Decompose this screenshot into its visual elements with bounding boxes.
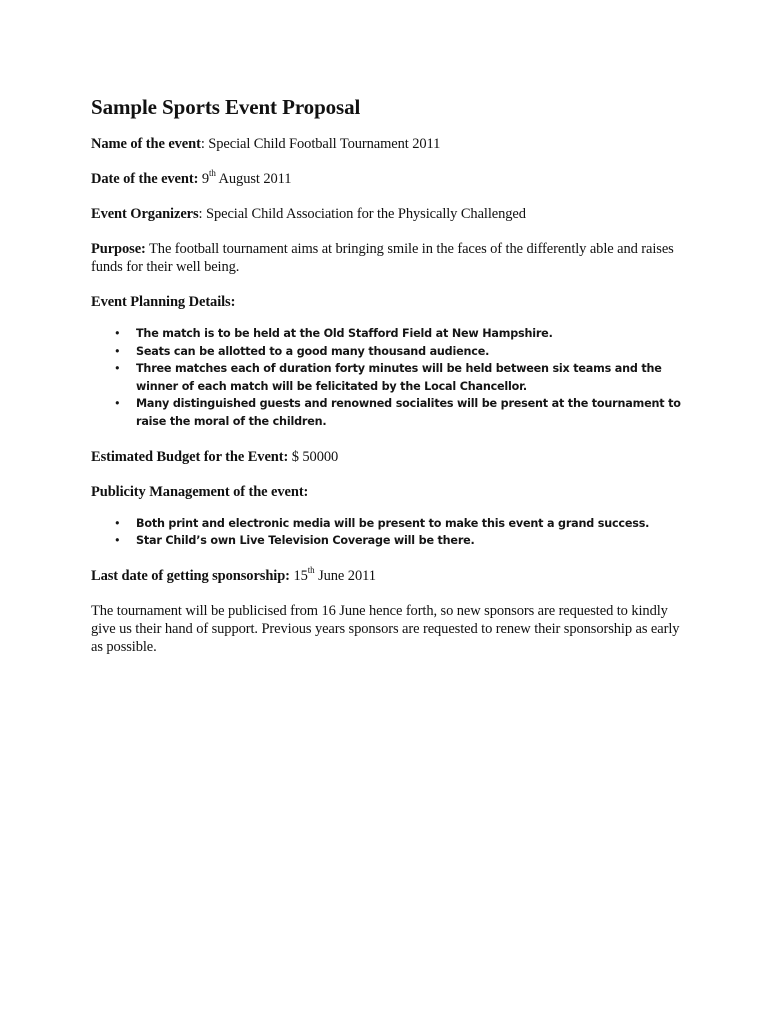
- document-page: [91, 92, 681, 673]
- list-item: [91, 360, 681, 395]
- list-item: [91, 343, 681, 361]
- list-item: [91, 532, 681, 550]
- bullet-icon: •: [114, 327, 121, 340]
- event-date-suffix: th: [209, 168, 216, 179]
- list-item: [91, 515, 681, 533]
- list-item-text: Seats can be allotted to a good many thousand audience.: [136, 344, 490, 358]
- publicity-heading: [91, 483, 681, 501]
- sponsorship-deadline-rest: June 2011: [314, 567, 376, 584]
- budget-line: [91, 448, 681, 466]
- event-organizers-value: : Special Child Association for the Physically Challenged: [198, 206, 526, 222]
- purpose-paragraph: [91, 240, 681, 276]
- list-item: [91, 325, 681, 343]
- list-item-text: The match is to be held at the Old Stafford Field at New Hampshire.: [136, 327, 553, 340]
- list-item-text: Three matches each of duration forty minutes will be held between six teams and the winner of each match will be felicitated by the Local Chancellor.: [136, 362, 662, 393]
- event-organizers-label: Event Organizers: [91, 206, 199, 222]
- planning-list: [91, 325, 681, 431]
- publicity-heading-text: Publicity Management of the event:: [91, 483, 309, 500]
- event-name-label: Name of the event: [91, 136, 201, 152]
- bullet-icon: •: [114, 397, 121, 411]
- event-name-line: [91, 135, 681, 153]
- planning-heading: [91, 293, 681, 311]
- bullet-icon: •: [114, 344, 121, 358]
- list-item-text: Star Child’s own Live Television Coverage will be there.: [136, 534, 475, 548]
- event-date-rest: August 2011: [215, 171, 292, 187]
- sponsorship-deadline-line: [91, 564, 681, 585]
- event-name-value: : Special Child Football Tournament 2011: [200, 136, 441, 152]
- bullet-icon: •: [114, 362, 121, 376]
- sponsorship-deadline-label: Last date of getting sponsorship:: [91, 567, 290, 584]
- list-item: [91, 395, 681, 430]
- event-organizers-line: [91, 205, 681, 223]
- list-item-text: Many distinguished guests and renowned socialites will be present at the tournament to raise the moral of the children.: [136, 397, 681, 428]
- bullet-icon: •: [114, 516, 121, 530]
- sponsorship-deadline-suffix: th: [307, 564, 315, 575]
- sponsorship-deadline-day: 15: [289, 567, 308, 584]
- document-title: Sample Sports Event Proposal: [91, 95, 361, 119]
- bullet-icon: •: [114, 534, 121, 548]
- budget-label: Estimated Budget for the Event:: [91, 448, 289, 465]
- publicity-list: [91, 515, 681, 550]
- budget-value: $ 50000: [288, 448, 339, 465]
- planning-heading-text: Event Planning Details:: [91, 294, 236, 310]
- event-date-label: Date of the event:: [91, 171, 199, 187]
- purpose-value: The football tournament aims at bringing smile in the faces of the differently able and raises funds for their well being.: [91, 241, 674, 275]
- purpose-label: Purpose:: [91, 241, 146, 257]
- list-item-text: Both print and electronic media will be present to make this event a grand success.: [136, 516, 650, 530]
- closing-paragraph: The tournament will be publicised from 16 June hence forth, so new sponsors are requested to kindly give us their hand of support. Previous years sponsors are requested to renew their sponsorship as early as possible.: [91, 602, 680, 655]
- event-date-line: [91, 170, 681, 188]
- event-date-day: 9: [198, 171, 209, 187]
